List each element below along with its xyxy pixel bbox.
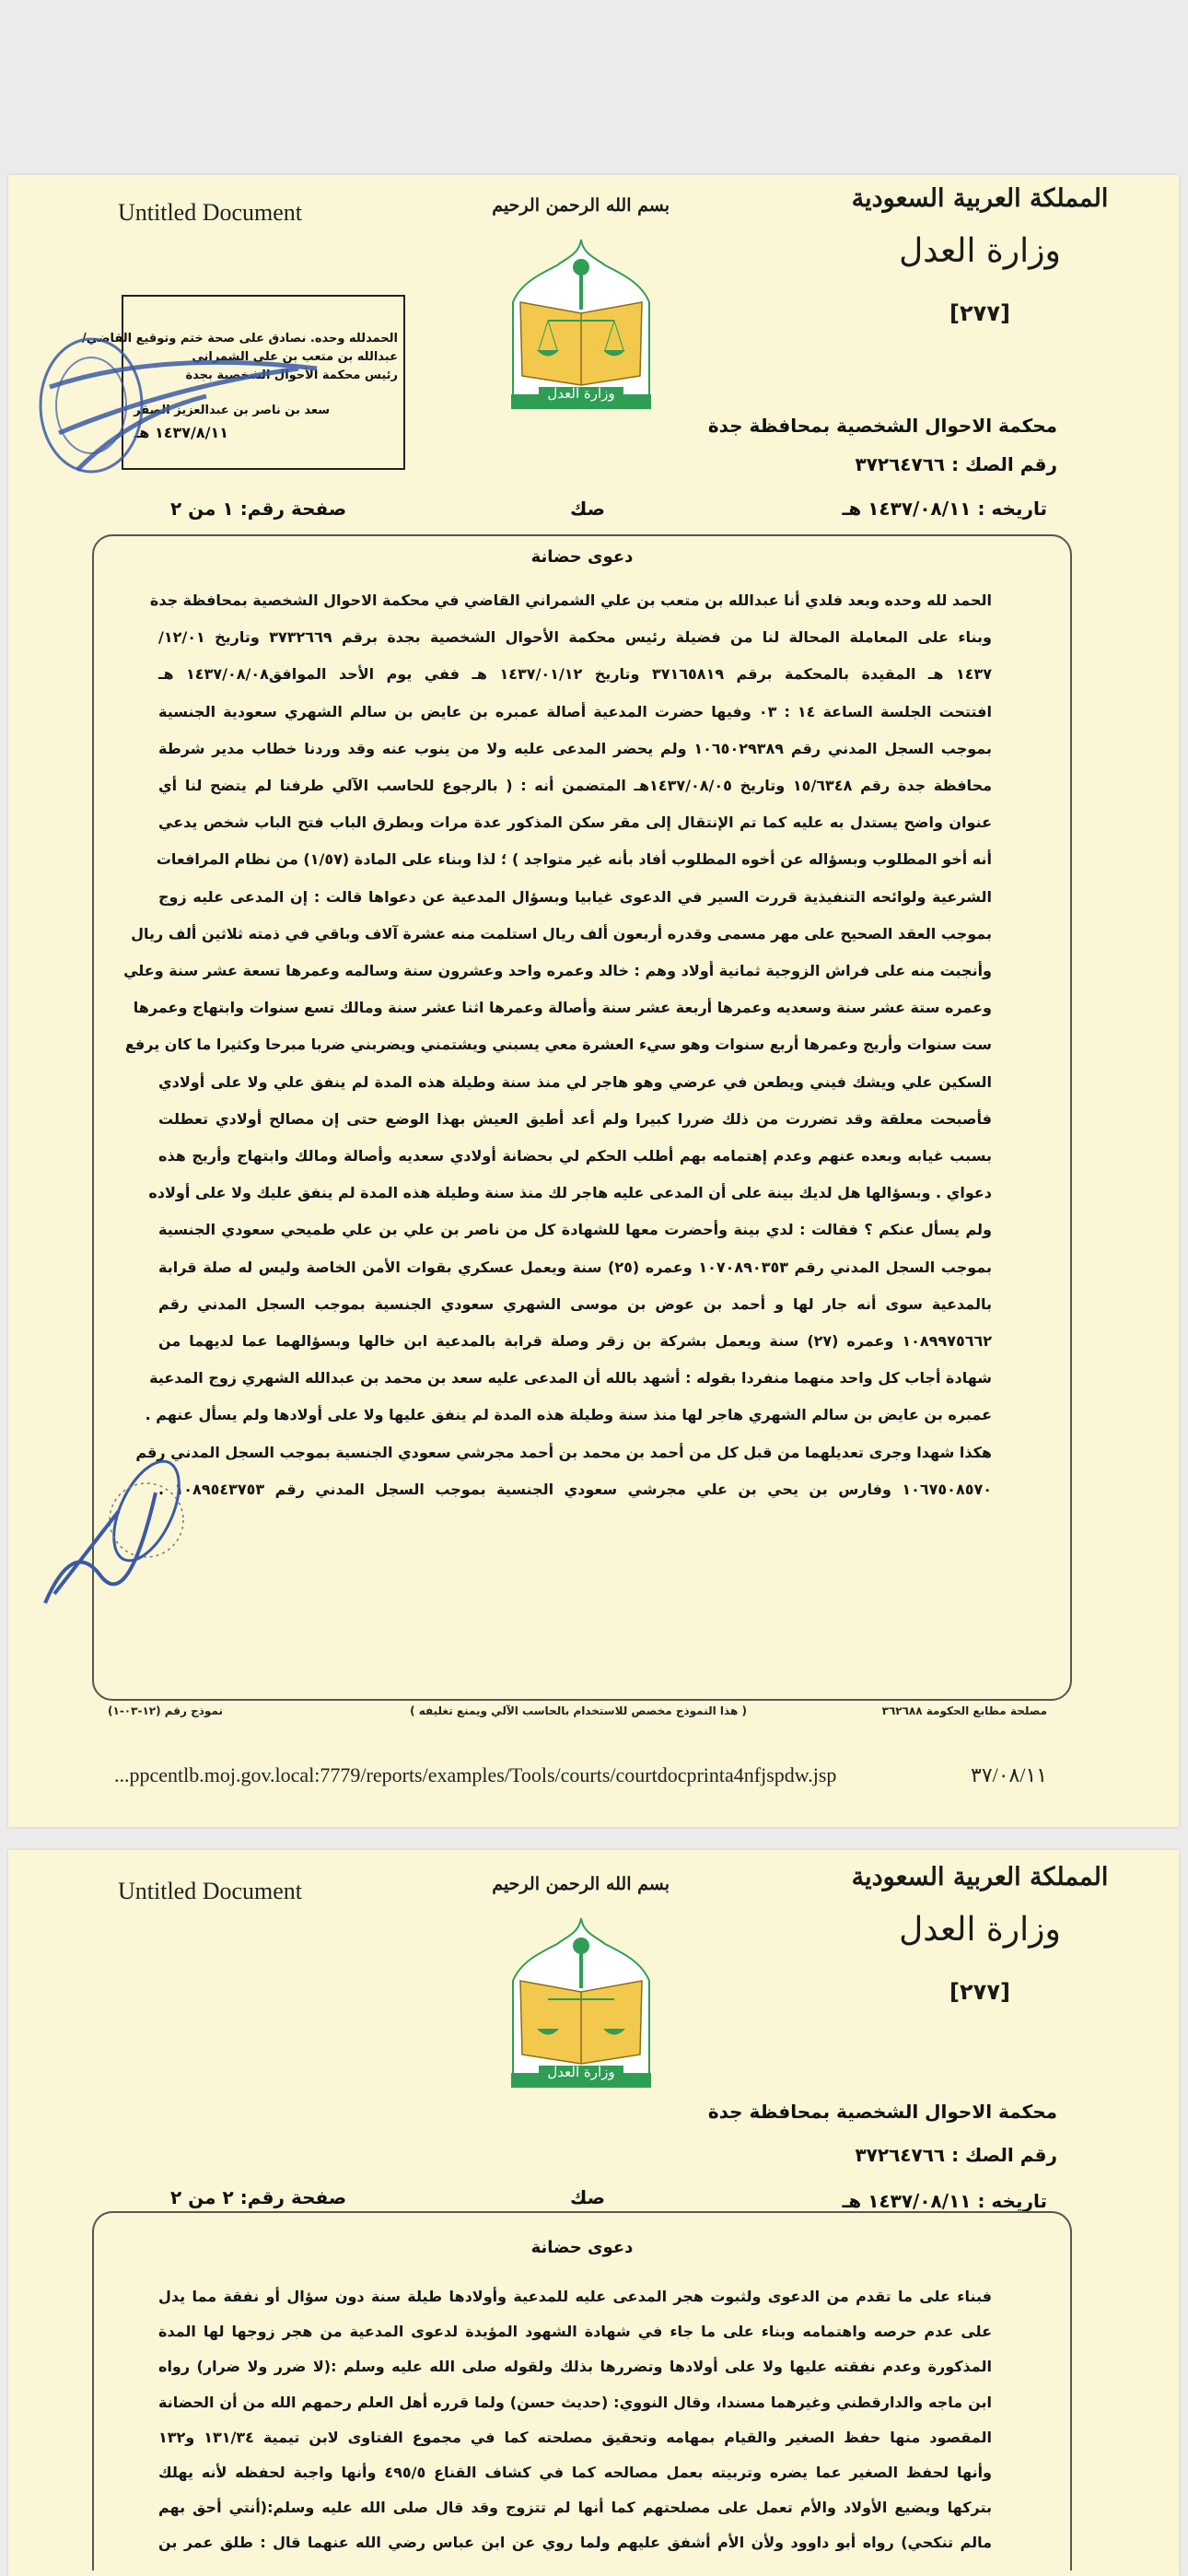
body-text-line: المذكورة وعدم نفقته عليها ولا على أولادها وتضررها بذلك ولقوله صلى الله عليه وسلم :(لا ضرر ولا ضرار) رواه: [158, 2358, 992, 2376]
body-text-line: الحمد لله وحده وبعد فلدي أنا عبدالله بن متعب بن علي الشمراني القاضي في محكمة الاحوال الشخصية بمحافظة جدة: [149, 591, 992, 609]
logo-text: وزارة العدل: [547, 2064, 615, 2080]
document-page-2: [8, 1850, 1179, 2576]
body-text-line: بموجب العقد الصحيح على مهر مسمى وقدره أربعون ألف ريال استلمت منه عشرة آلاف وباقي في ذمته ثلاثين ألف ريال: [131, 924, 992, 943]
deed-date: تاريخه : ١٤٣٧/٠٨/١١ هـ: [842, 498, 1047, 520]
document-title: Untitled Document: [118, 199, 303, 226]
deed-label: صك: [570, 498, 605, 520]
page-number: صفحة رقم: ١ من ٢: [170, 498, 347, 520]
ministry-logo: [502, 238, 660, 409]
logo-text: وزارة العدل: [547, 385, 615, 402]
body-text-line: محافظة جدة رقم ١٥/٦٣٤٨ وتاريخ ١٤٣٧/٠٨/٠٥هـ المتضمن أنه : ( بالرجوع للحاسب الآلي طرفنا لم يتضح لنا أي: [158, 777, 993, 794]
body-text-line: هكذا شهدا وجرى تعديلهما من قبل كل من أحمد بن محمد بن أحمد مجرشي سعودي الجنسية بموجب السجل المدني رقم: [135, 1443, 992, 1461]
body-text-line: ست سنوات وأريج وعمرها أربع سنوات وهو سيء العشرة معي يسبني ويشتمني ويضربني ضربا مبرحا وكثيرا ما كان يرفع: [124, 1036, 992, 1054]
body-text-line: المقصود منها حفظ الصغير والقيام بمهامه وتحقيق مصلحته كما في مجموع الفتاوى لابن تيمية ١٣١/٣٤ و١٣٢: [158, 2428, 993, 2446]
letterhead-ministry: وزارة العدل: [899, 1911, 1061, 1949]
footer-notice: ( هذا النموذج مخصص للاستخدام بالحاسب الآلي ويمنع تغليفه ): [410, 1704, 747, 1717]
body-text-line: مالم تنكحي) رواه أبو داوود ولأن الأم أشفق عليهم ولما روي عن ابن عباس رضي الله عنهما قال : طلق عمر بن: [158, 2534, 992, 2552]
page-number: صفحة رقم: ٢ من ٢: [170, 2186, 347, 2208]
body-text-line: الشرعية ولوائحه التنفيذية قررت السير في الدعوى غيابيا وبسؤال المدعية عن دعواها قالت : إن المدعى عليه زوج: [158, 887, 992, 906]
body-text-line: عنوان واضح يستدل به عليه كما تم الإنتقال إلى مقر سكن المذكور عدة مرات وبطرق الباب فتح الباب شخص يدعي: [158, 814, 992, 832]
body-text-line: افتتحت الجلسة الساعة ١٤ : ٠٣ وفيها حضرت المدعية أصالة عمبره بن عايض بن سالم الشهري سعودية الجنسية: [158, 702, 992, 720]
footer-printer: مصلحة مطابع الحكومة ٣٦٢٦٨٨: [881, 1704, 1047, 1717]
basmala: بسم الله الرحمن الرحيم: [492, 195, 670, 216]
body-text-line: ابن ماجه والدارقطني وغيرهما مسندا، وقال النووي: (حديث حسن) ولما قرره أهل العلم رحمهم الله من أن الحضانة: [158, 2393, 992, 2411]
court-name: محكمة الاحوال الشخصية بمحافظة جدة: [707, 2101, 1057, 2123]
deed-date: تاريخه : ١٤٣٧/٠٨/١١ هـ: [842, 2190, 1047, 2212]
body-text-line: دعواي . وبسؤالها هل لديك بينة على أن المدعى عليه هاجر لك منذ سنة وطيلة هذه المدة لم ينفق عليك ولا على أولاده: [148, 1184, 992, 1202]
ink-seal-icon: [22, 332, 326, 488]
body-text-line: فأصبحت معلقة وقد تضررت من ذلك ضررا كبيرا ولم أعد أطيق العيش بهذا الوضع حتى إن مصالح أولادي تعطلت: [158, 1109, 992, 1128]
letterhead-kingdom: المملكة العربية السعودية: [851, 1863, 1109, 1891]
body-text-line: بموجب السجل المدني رقم ١٠٧٠٨٩٠٣٥٣ وعمره (٢٥) سنة ويعمل عسكري بقوات الأمن الخاصة وليس له صلة قرابة: [158, 1258, 992, 1276]
stamp-line: رئيس محكمة الأحوال الشخصية بجدة: [185, 369, 398, 382]
body-text-line: بتركها ويضيع الأولاد والأم تعمل على مصلحتهم كما أنها لم تتزوج وقد قال صلى الله عليه وسلم:(أنتي أحق بهم: [158, 2499, 992, 2517]
stamp-line: الحمدلله وحده. نصادق على صحة ختم وتوقيع القاضي/: [82, 332, 398, 345]
document-title: Untitled Document: [118, 1878, 303, 1904]
body-text-line: وبناء على المعاملة المحالة لنا من فضيلة رئيس محكمة الأحوال الشخصية بجدة برقم ٣٧٣٢٦٦٩ وتاريخ ١٢/٠١/: [158, 628, 992, 647]
body-text-line: بموجب السجل المدني رقم ١٠٦٥٠٢٩٣٨٩ ولم يحضر المدعى عليه ولا من ينوب عنه وقد وردنا خطاب مدير شرطة: [158, 739, 992, 757]
body-text-line: بسبب غيابه وبعده عنهم وعدم إهتمامه بهم أطلب الحكم لي بحضانة أولادي سعديه وأصالة ومالك وابتهاج وأريج هذه: [158, 1147, 992, 1165]
body-text-line: وأنجبت منه على فراش الزوجية ثمانية أولاد وهم : خالد وعمره واحد وعشرون سنة وسالمه وعمرها تسعة عشر سنة وعلي: [123, 962, 992, 979]
stamp-line: ١٤٣٧/٨/١١ هـ: [134, 424, 228, 441]
body-text-line: على عدم حرصه واهتمامه وبناء على ما جاء في شهادة الشهود المؤيدة لدعوى المدعية من هجر زوجها لها المدة: [158, 2323, 992, 2341]
letterhead-kingdom: المملكة العربية السعودية: [851, 184, 1109, 213]
body-text-line: السكين علي ويشك فيني ويطعن في عرضي وهو هاجر لي منذ سنة وطيلة هذه المدة لم ينفق علي ولا على أولادي: [158, 1072, 992, 1091]
scales-of-justice-icon: [502, 1916, 660, 2088]
letterhead-form-code: [٢٧٧]: [949, 1979, 1010, 2005]
stamp-line: سعد بن ناصر بن عبدالعزيز الصقر: [134, 404, 330, 417]
body-text-line: وأنها لحفظ الصغير عما يضره وتربيته بعمل مصالحه كما في كشاف القناع ٤٩٥/٥ وأنها واجبة لحفظه لأنه يهلك: [158, 2464, 993, 2481]
deed-number: رقم الصك : ٣٧٢٦٤٧٦٦: [855, 2144, 1057, 2166]
print-url: ...ppcentlb.moj.gov.local:7779/reports/examples/Tools/courts/courtdocprinta4nfjspdw.jsp: [114, 1763, 837, 1786]
body-text-line: فبناء على ما تقدم من الدعوى ولثبوت هجر المدعى عليه للمدعية وأولادها طيلة سنة دون سؤال أو نفقة مما يدل: [158, 2288, 992, 2305]
footer-form-number: نموذج رقم (١٢-٠٣-١): [108, 1704, 223, 1717]
body-text-line: ١٠٦٧٥٠٨٥٧٠ وفارس بن يحي بن علي مجرشي سعودي الجنسية بموجب السجل المدني رقم ١٠٨٩٥٤٣٧٥٣ .: [158, 1480, 992, 1498]
stamp-line: عبدالله بن متعب بن علي الشمراني: [192, 350, 398, 364]
ministry-logo: [502, 1916, 660, 2088]
print-date: ٣٧/٠٨/١١: [971, 1763, 1048, 1786]
letterhead-ministry: وزارة العدل: [899, 232, 1061, 270]
deed-label: صك: [570, 2186, 605, 2208]
deed-number: رقم الصك : ٣٧٢٦٤٧٦٦: [855, 453, 1057, 475]
body-text-line: عمبره بن عايض بن سالم الشهري هاجر لها منذ سنة وطيلة هذه المدة لم ينفق عليها ولا على أولادها ولم يسأل عنهم .: [145, 1406, 992, 1424]
signature-icon: [36, 1456, 229, 1612]
body-text-line: ١٤٣٧ هـ المقيدة بالمحكمة برقم ٣٧١٦٥٨١٩ وتاريخ ١٤٣٧/٠١/١٢ هـ ففي يوم الأحد الموافق١٤٣٧/٠٨/٠٨ هـ: [158, 665, 993, 684]
body-text-line: أنه أخو المطلوب وبسؤاله عن أخوه المطلوب أفاد بأنه غير متواجد ) ؛ لذا وبناء على المادة (١/٥٧) من نظام المرافعات: [156, 850, 992, 869]
body-text-line: بالمدعية سوى أنه جار لها و أحمد بن عوض بن موسى الشهري سعودي الجنسية بموجب السجل المدني رقم: [158, 1294, 992, 1313]
case-title: دعوى حضانة: [530, 547, 634, 567]
court-name: محكمة الاحوال الشخصية بمحافظة جدة: [707, 415, 1057, 437]
body-text-line: ولم يسأل عنكم ؟ فقالت : لدي بينة وأحضرت معها للشهادة كل من ناصر بن علي بن علي طميحي سعودي الجنسية: [158, 1221, 992, 1239]
case-title: دعوى حضانة: [530, 2238, 634, 2257]
body-text-line: ١٠٨٩٩٧٥٦٦٢ وعمره (٢٧) سنة ويعمل بشركة بن زقر وصلة قرابة بالمدعية ابن خالها وبسؤالهما عما لديهما من: [158, 1332, 993, 1350]
scales-of-justice-icon: [502, 238, 660, 409]
document-page-1: [8, 175, 1179, 1827]
body-text-line: وعمره ستة عشر سنة وسعديه وعمرها أربعة عشر سنة وأصالة وعمرها اثنا عشر سنة ومالك تسع سنوات وابتهاج وعمرها: [133, 999, 992, 1017]
basmala: بسم الله الرحمن الرحيم: [492, 1874, 670, 1894]
letterhead-form-code: [٢٧٧]: [949, 300, 1010, 326]
body-text-line: شهادة أجاب كل واحد منهما منفردا بقوله : أشهد بالله أن المدعى عليه سعد بن محمد بن عبدالله الشهري زوج المدعية: [149, 1369, 992, 1388]
